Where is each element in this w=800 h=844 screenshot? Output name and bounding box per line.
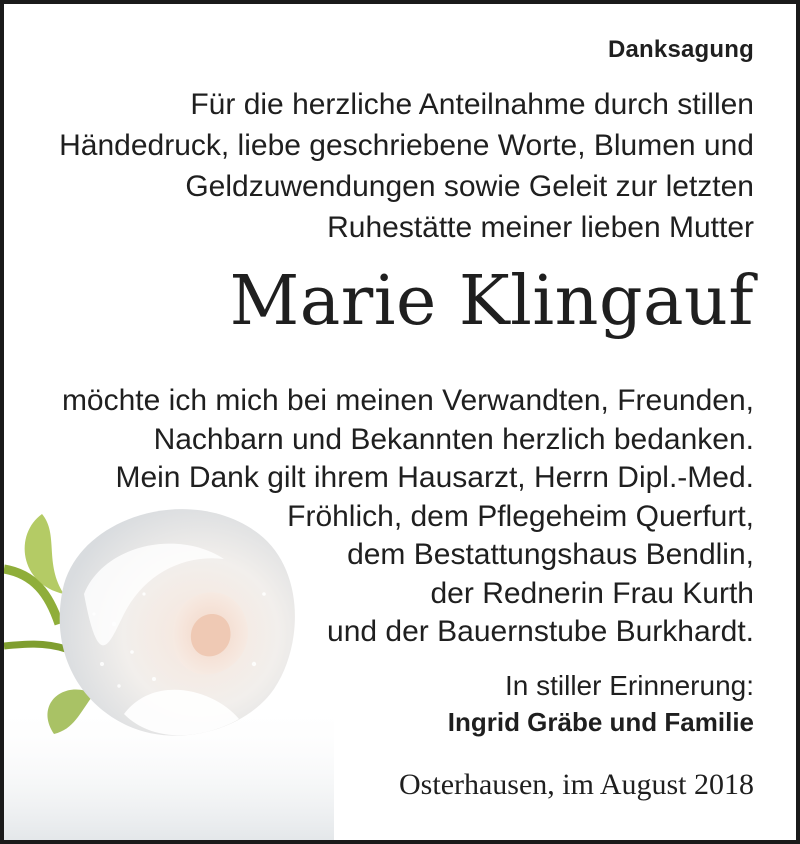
thanks-line: Fröhlich, dem Pflegeheim Querfurt, [287, 499, 754, 533]
intro-line: Händedruck, liebe geschriebene Worte, Blumen und [59, 129, 754, 162]
thanks-paragraph [62, 382, 754, 652]
thanks-line: der Rednerin Frau Kurth [430, 576, 754, 610]
signature: Ingrid Gräbe und Familie [447, 707, 754, 737]
thanks-line: Nachbarn und Bekannten herzlich bedanken. [153, 422, 754, 456]
intro-line: Geldzuwendungen sowie Geleit zur letzten [185, 170, 754, 203]
thanks-line: dem Bestattungshaus Bendlin, [347, 538, 754, 571]
thanks-line: Mein Dank gilt ihrem Hausarzt, Herrn Dipl.-Med. [115, 461, 754, 494]
notice-heading: Danksagung [607, 36, 754, 63]
deceased-name: Marie Klingauf [229, 262, 754, 341]
closing-phrase: In stiller Erinnerung: [504, 670, 754, 701]
notice-text [4, 4, 796, 840]
intro-line: Für die herzliche Anteilnahme durch stillen [190, 88, 754, 121]
thanks-line: möchte ich mich bei meinen Verwandten, Freunden, [61, 384, 754, 417]
thanks-line: und der Bauernstube Burkhardt. [327, 615, 754, 648]
intro-paragraph [59, 84, 754, 248]
intro-line: Ruhestätte meiner lieben Mutter [327, 211, 754, 244]
place-and-date: Osterhausen, im August 2018 [399, 768, 754, 801]
